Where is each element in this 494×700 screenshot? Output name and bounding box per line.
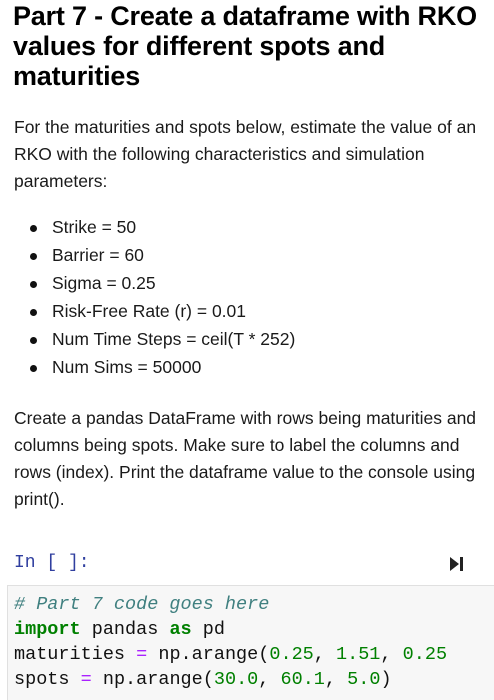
module-name: pandas bbox=[80, 619, 170, 640]
var-maturities: maturities bbox=[14, 644, 137, 665]
keyword-as: as bbox=[169, 619, 192, 640]
number-literal: 5.0 bbox=[347, 669, 381, 690]
code-line-maturities bbox=[14, 643, 447, 667]
param-text: Num Time Steps = ceil(T * 252) bbox=[52, 329, 296, 349]
bullet-icon bbox=[30, 281, 37, 288]
separator: , bbox=[324, 669, 348, 690]
parameter-list bbox=[0, 214, 470, 382]
bullet-icon bbox=[30, 309, 37, 316]
separator: , bbox=[313, 644, 336, 665]
call-arange: np.arange( bbox=[91, 669, 214, 690]
list-item bbox=[0, 270, 470, 298]
code-line-import bbox=[14, 618, 225, 642]
param-text: Sigma = 0.25 bbox=[52, 273, 156, 293]
code-line-comment bbox=[14, 593, 269, 617]
bullet-icon bbox=[30, 253, 37, 260]
task-paragraph: Create a pandas DataFrame with rows being maturities and columns being spots. Make sure to label the columns and rows (index). Print the dataframe value to the console using print(). bbox=[14, 408, 477, 509]
intro-paragraph: For the maturities and spots below, estimate the value of an RKO with the following characteristics and simulation parameters: bbox=[14, 117, 477, 191]
code-comment: # Part 7 code goes here bbox=[14, 594, 270, 615]
number-literal: 1.51 bbox=[336, 644, 381, 665]
number-literal: 0.25 bbox=[269, 644, 314, 665]
list-item bbox=[0, 298, 470, 326]
var-spots: spots bbox=[14, 669, 81, 690]
close-paren: ) bbox=[380, 669, 392, 690]
number-literal: 60.1 bbox=[280, 669, 325, 690]
number-literal: 0.25 bbox=[402, 644, 448, 665]
skip-to-end-icon bbox=[448, 556, 466, 572]
section-title: Part 7 - Create a dataframe with RKO values for different spots and maturities bbox=[13, 1, 477, 91]
bullet-icon bbox=[30, 225, 37, 232]
bullet-icon bbox=[30, 365, 37, 372]
param-text: Num Sims = 50000 bbox=[52, 357, 202, 377]
assign-operator: = bbox=[80, 669, 92, 690]
assign-operator: = bbox=[136, 644, 148, 665]
call-arange: np.arange( bbox=[147, 644, 270, 665]
list-item bbox=[0, 326, 470, 354]
module-alias: pd bbox=[191, 619, 225, 640]
list-item bbox=[0, 242, 470, 270]
code-line-spots bbox=[14, 668, 392, 692]
keyword-import: import bbox=[14, 619, 81, 640]
number-literal: 30.0 bbox=[213, 669, 259, 690]
code-cell-editor[interactable] bbox=[7, 585, 494, 700]
list-item bbox=[0, 354, 470, 382]
bullet-icon bbox=[30, 337, 37, 344]
param-text: Risk-Free Rate (r) = 0.01 bbox=[52, 301, 247, 321]
list-item bbox=[0, 214, 470, 242]
run-cell-icon[interactable] bbox=[448, 556, 466, 572]
cell-prompt: In [ ]: bbox=[14, 553, 90, 573]
param-text: Barrier = 60 bbox=[52, 245, 144, 265]
separator: , bbox=[258, 669, 281, 690]
param-text: Strike = 50 bbox=[52, 217, 137, 237]
separator: , bbox=[380, 644, 403, 665]
